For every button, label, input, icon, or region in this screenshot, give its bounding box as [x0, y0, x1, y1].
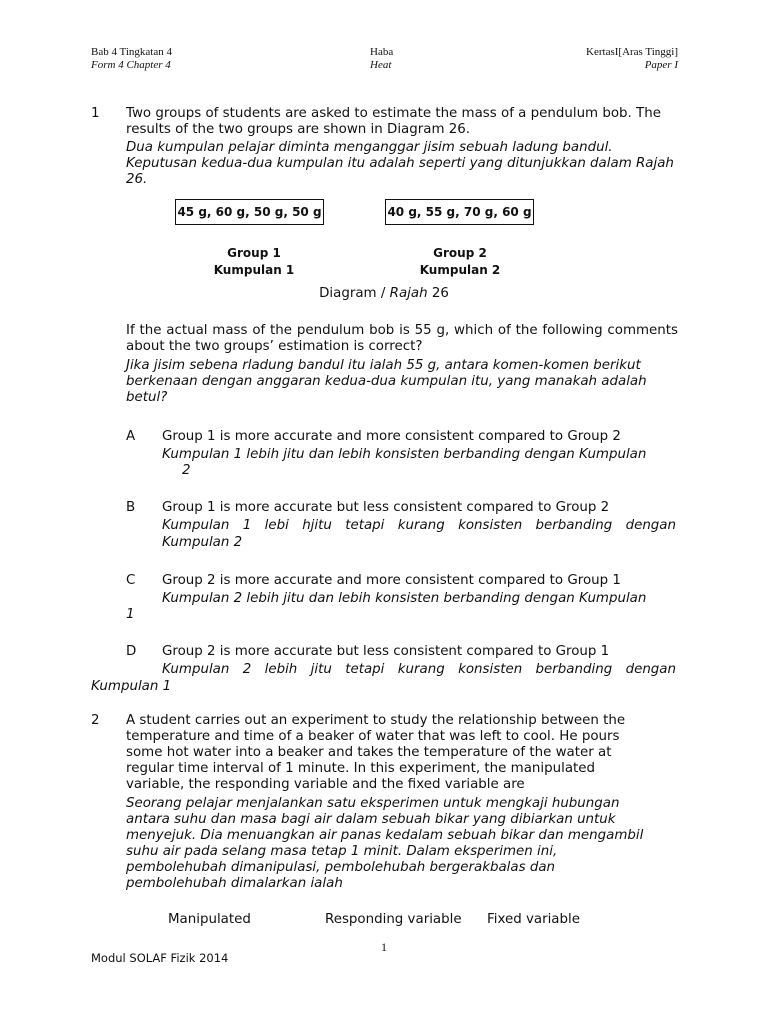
header-center-line1: Haba — [370, 46, 394, 58]
page-number: 1 — [381, 940, 387, 954]
header-right-line1: KertasI[Aras Tinggi] — [586, 46, 678, 58]
question-2-ms-line: pembolehubah dimalarkan ialah — [126, 876, 343, 891]
question-2-ms-line: menyejuk. Dia menuangkan air panas kedalam sebuah bikar dan mengambil — [126, 828, 644, 843]
option-b-letter: B — [126, 500, 136, 515]
column-header-responding: Responding variable — [325, 912, 462, 927]
group-2-label-en: Group 2 — [433, 246, 487, 260]
diagram-caption-en: Diagram / — [319, 286, 390, 301]
option-d-en: Group 2 is more accurate but less consistent compared to Group 1 — [162, 644, 610, 659]
column-header-fixed: Fixed variable — [487, 912, 580, 927]
group-2-values-box: 40 g, 55 g, 70 g, 60 g — [385, 199, 534, 225]
option-b-en: Group 1 is more accurate but less consistent compared to Group 2 — [162, 500, 610, 515]
group-1-values-box: 45 g, 60 g, 50 g, 50 g — [175, 199, 324, 225]
header-left-line1: Bab 4 Tingkatan 4 — [91, 46, 172, 58]
question-2-ms-line: antara suhu dan masa bagi air dalam sebuah bikar yang dibiarkan untuk — [126, 812, 616, 827]
option-a-ms-line1: Kumpulan 1 lebih jitu dan lebih konsisten berbanding dengan Kumpulan — [162, 447, 647, 462]
option-b-ms-line2: Kumpulan 2 — [162, 535, 243, 550]
question-2-number: 2 — [91, 713, 100, 728]
question-1-prompt-ms: Jika jisim sebena rladung bandul itu ialah 55 g, antara komen-komen berikut berkenaan dengan anggaran kedua-dua kumpulan itu, yang manakah adalah betul? — [126, 358, 647, 405]
option-c-ms-line1: Kumpulan 2 lebih jitu dan lebih konsisten berbanding dengan Kumpulan — [162, 591, 647, 606]
diagram-caption — [0, 286, 768, 302]
question-2-en-line: temperature and time of a beaker of water that was left to cool. He pours — [126, 729, 620, 744]
question-2-ms-line: pembolehubah dimanipulasi, pembolehubah bergerakbalas dan — [126, 860, 556, 875]
question-1-prompt-en: If the actual mass of the pendulum bob is 55 g, which of the following comments about the two groups’ estimation is correct? — [126, 323, 678, 354]
group-1-label-en: Group 1 — [227, 246, 281, 260]
option-b-ms-line1: Kumpulan 1 lebi hjitu tetapi kurang konsisten berbanding dengan — [162, 518, 676, 533]
option-d-ms-line1: Kumpulan 2 lebih jitu tetapi kurang konsisten berbanding dengan — [162, 662, 676, 677]
option-a-en: Group 1 is more accurate and more consistent compared to Group 2 — [162, 429, 621, 444]
question-2-ms-line: suhu air pada selang masa tetap 1 minit. Dalam eksperimen ini, — [126, 844, 558, 859]
question-2-en-line: some hot water into a beaker and takes the temperature of the water at — [126, 745, 612, 760]
option-c-letter: C — [126, 573, 136, 588]
question-1-stem-ms: Dua kumpulan pelajar diminta menganggar jisim sebuah ladung bandul. Keputusan kedua-dua kumpulan itu adalah seperti yang ditunjukkan dalam Rajah 26. — [126, 140, 674, 187]
question-1-number: 1 — [91, 106, 100, 121]
question-2-en-line: A student carries out an experiment to study the relationship between the — [126, 713, 626, 728]
option-a-ms-line2: 2 — [182, 463, 191, 478]
question-2-stem-ms — [126, 796, 686, 892]
group-1-label-ms: Kumpulan 1 — [213, 263, 295, 277]
question-2-en-line: variable, the responding variable and the fixed variable are — [126, 777, 525, 792]
diagram-caption-number: 26 — [427, 286, 449, 301]
header-left-line2: Form 4 Chapter 4 — [91, 59, 171, 71]
header-center-line2: Heat — [370, 59, 392, 71]
option-d-ms-line2: Kumpulan 1 — [91, 679, 172, 694]
header-right-line2: Paper I — [644, 59, 678, 71]
option-a-letter: A — [126, 429, 136, 444]
footer-module-name: Modul SOLAF Fizik 2014 — [91, 951, 229, 965]
question-2-en-line: regular time interval of 1 minute. In this experiment, the manipulated — [126, 761, 596, 776]
group-2-label-ms: Kumpulan 2 — [419, 263, 501, 277]
column-header-manipulated: Manipulated — [168, 912, 251, 927]
option-c-en: Group 2 is more accurate and more consistent compared to Group 1 — [162, 573, 621, 588]
option-d-letter: D — [126, 644, 137, 659]
diagram-caption-ms: Rajah — [389, 286, 428, 301]
question-2-ms-line: Seorang pelajar menjalankan satu eksperimen untuk mengkaji hubungan — [126, 796, 620, 811]
option-c-ms-line2: 1 — [126, 607, 135, 622]
question-2-stem-en — [126, 713, 686, 793]
question-1-stem-en: Two groups of students are asked to estimate the mass of a pendulum bob. The results of the two groups are shown in Diagram 26. — [126, 106, 661, 137]
